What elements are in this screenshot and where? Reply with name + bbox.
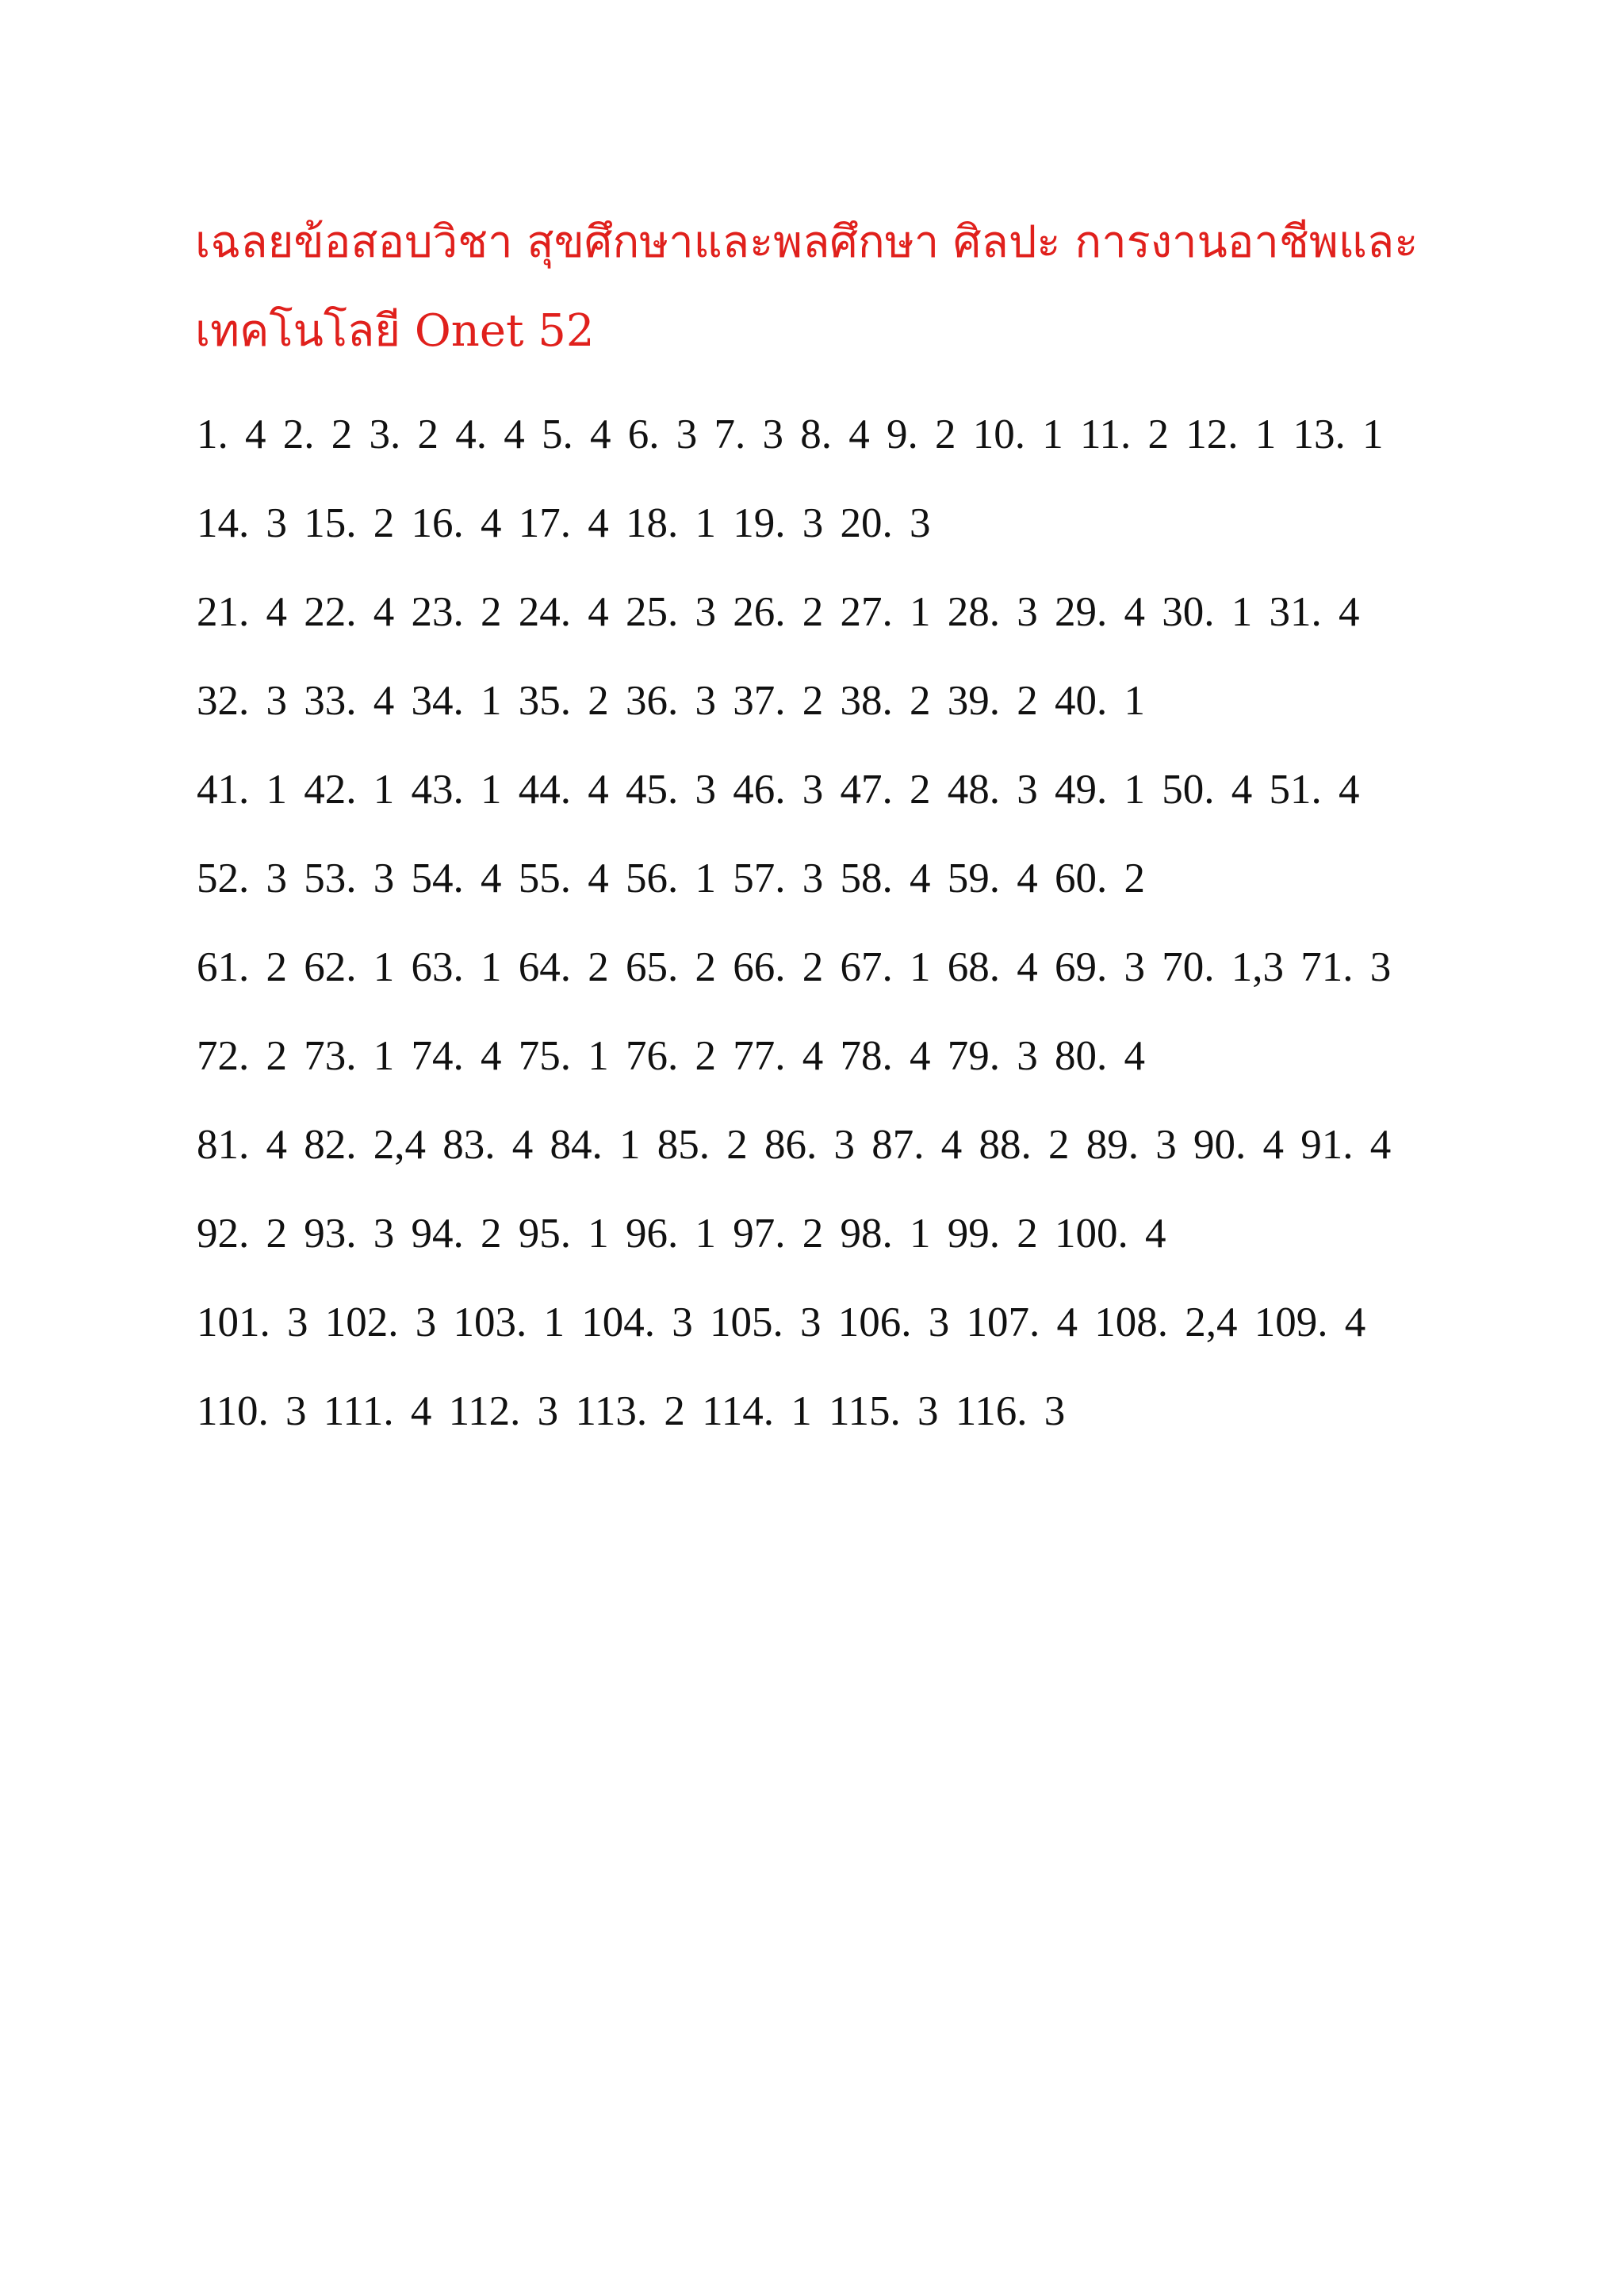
- answer-line: 92. 2 93. 3 94. 2 95. 1 96. 1 97. 2 98. 1 99. 2 100. 4: [197, 1211, 1166, 1257]
- answer-line: 32. 3 33. 4 34. 1 35. 2 36. 3 37. 2 38. 2 39. 2 40. 1: [197, 678, 1145, 724]
- answer-line: 81. 4 82. 2,4 83. 4 84. 1 85. 2 86. 3 87. 4 88. 2 89. 3 90. 4 91. 4: [197, 1122, 1392, 1168]
- title-line-2: เทคโนโลยี Onet 52: [195, 305, 595, 357]
- document-title: [195, 198, 1464, 376]
- answer-line: 1. 4 2. 2 3. 2 4. 4 5. 4 6. 3 7. 3 8. 4 9. 2 10. 1 11. 2 12. 1 13. 1: [197, 411, 1384, 457]
- answer-line: 14. 3 15. 2 16. 4 17. 4 18. 1 19. 3 20. 3: [197, 500, 931, 546]
- answer-line: 110. 3 111. 4 112. 3 113. 2 114. 1 115. 3 116. 3: [197, 1388, 1066, 1434]
- answer-line: 72. 2 73. 1 74. 4 75. 1 76. 2 77. 4 78. 4 79. 3 80. 4: [197, 1033, 1145, 1079]
- answer-line: 101. 3 102. 3 103. 1 104. 3 105. 3 106. 3 107. 4 108. 2,4 109. 4: [197, 1299, 1366, 1345]
- answer-key-list: [197, 403, 1465, 1468]
- answer-line: 52. 3 53. 3 54. 4 55. 4 56. 1 57. 3 58. 4 59. 4 60. 2: [197, 855, 1145, 901]
- title-line-1: เฉลยข้อสอบวิชา สุขศึกษาและพลศึกษา ศิลปะ การงานอาชีพและ: [195, 216, 1419, 268]
- answer-line: 61. 2 62. 1 63. 1 64. 2 65. 2 66. 2 67. 1 68. 4 69. 3 70. 1,3 71. 3: [197, 944, 1392, 990]
- answer-line: 41. 1 42. 1 43. 1 44. 4 45. 3 46. 3 47. 2 48. 3 49. 1 50. 4 51. 4: [197, 767, 1360, 813]
- answer-line: 21. 4 22. 4 23. 2 24. 4 25. 3 26. 2 27. 1 28. 3 29. 4 30. 1 31. 4: [197, 589, 1360, 635]
